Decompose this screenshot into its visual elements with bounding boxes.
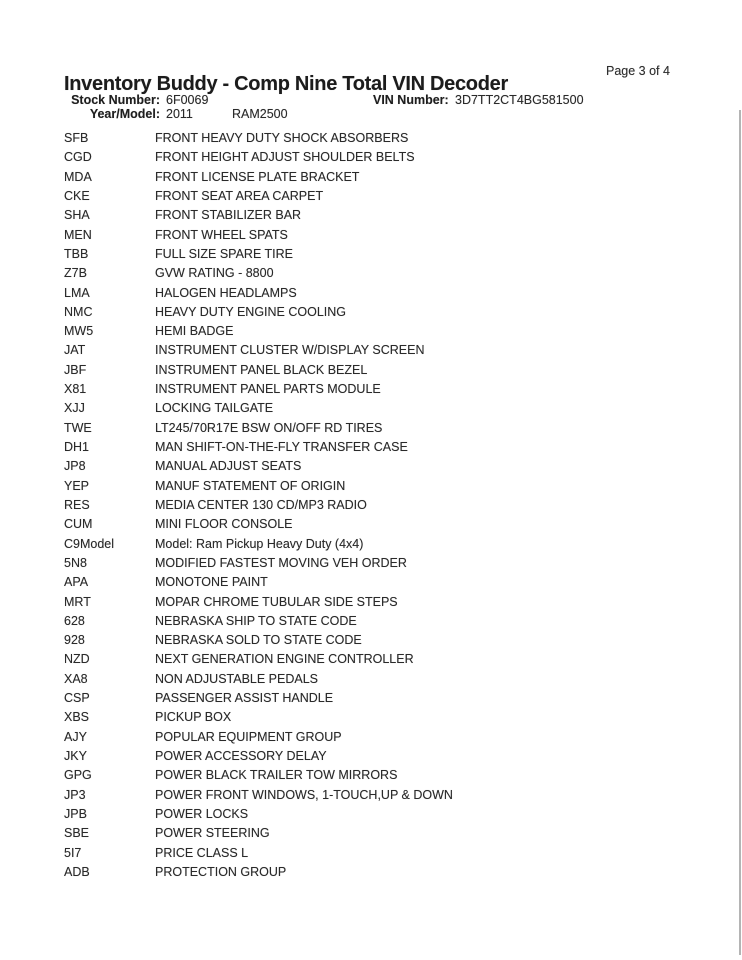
option-description: MEDIA CENTER 130 CD/MP3 RADIO	[155, 497, 367, 512]
option-code: JKY	[64, 749, 87, 763]
option-description: POWER BLACK TRAILER TOW MIRRORS	[155, 768, 398, 783]
option-code: APA	[64, 575, 89, 590]
code-row	[0, 187, 742, 206]
stock-number-label: Stock Number:	[71, 93, 160, 107]
option-description: FRONT SEAT AREA CARPET	[155, 188, 324, 203]
option-code: JAT	[64, 343, 86, 358]
code-row	[0, 284, 742, 303]
code-row	[0, 226, 742, 245]
option-description: PASSENGER ASSIST HANDLE	[155, 691, 334, 706]
code-row	[0, 573, 742, 592]
year-value: 2011	[166, 107, 193, 121]
code-row	[0, 612, 742, 631]
vin-number-label: VIN Number:	[373, 93, 449, 107]
option-code: MDA	[64, 169, 92, 184]
option-code: DH1	[64, 440, 90, 454]
option-description: LT245/70R17E BSW ON/OFF RD TIRES	[155, 420, 383, 435]
option-description: MINI FLOOR CONSOLE	[155, 517, 293, 532]
option-description: FRONT WHEEL SPATS	[155, 227, 288, 242]
option-description: NEBRASKA SOLD TO STATE CODE	[155, 633, 362, 648]
option-description: HALOGEN HEADLAMPS	[155, 285, 297, 300]
code-row	[0, 361, 742, 380]
option-description: PICKUP BOX	[155, 710, 232, 725]
code-row	[0, 670, 742, 689]
code-row	[0, 380, 742, 399]
code-row	[0, 457, 742, 476]
option-description: NON ADJUSTABLE PEDALS	[155, 671, 319, 686]
option-code: 5I7	[64, 845, 82, 860]
option-code: C9Model	[64, 536, 115, 551]
option-code: Z7B	[64, 266, 87, 281]
report-title: Inventory Buddy - Comp Nine Total VIN Decoder	[64, 73, 508, 96]
code-row	[0, 650, 742, 669]
option-code: YEP	[64, 478, 90, 493]
option-description: INSTRUMENT PANEL BLACK BEZEL	[155, 362, 368, 377]
code-row	[0, 264, 742, 283]
code-row	[0, 824, 742, 843]
scan-edge-line	[739, 110, 741, 955]
option-description: MOPAR CHROME TUBULAR SIDE STEPS	[155, 594, 398, 609]
option-description: MAN SHIFT-ON-THE-FLY TRANSFER CASE	[155, 440, 408, 454]
code-row	[0, 438, 742, 457]
code-row	[0, 863, 742, 882]
code-row	[0, 844, 742, 863]
option-description: FRONT HEIGHT ADJUST SHOULDER BELTS	[155, 150, 415, 165]
code-row	[0, 708, 742, 727]
option-code: LMA	[64, 285, 90, 300]
option-code: JPB	[64, 806, 87, 821]
option-code: XJJ	[64, 401, 85, 416]
option-code: X81	[64, 382, 87, 397]
option-description: Model: Ram Pickup Heavy Duty (4x4)	[155, 536, 364, 551]
option-description: MODIFIED FASTEST MOVING VEH ORDER	[155, 555, 407, 570]
code-row	[0, 631, 742, 650]
option-description: INSTRUMENT PANEL PARTS MODULE	[155, 382, 381, 397]
page-indicator: Page 3 of 4	[606, 64, 670, 78]
option-description: POWER FRONT WINDOWS, 1-TOUCH,UP & DOWN	[155, 787, 453, 802]
code-row	[0, 303, 742, 322]
option-code: SHA	[64, 208, 90, 223]
code-row	[0, 206, 742, 225]
code-row	[0, 399, 742, 418]
option-description: POWER STEERING	[155, 826, 270, 841]
option-description: MANUAL ADJUST SEATS	[155, 459, 302, 474]
option-code: XBS	[64, 710, 90, 725]
option-description: PROTECTION GROUP	[155, 864, 287, 879]
option-description: FRONT LICENSE PLATE BRACKET	[155, 169, 360, 184]
code-row	[0, 322, 742, 341]
code-row	[0, 168, 742, 187]
option-code: TBB	[64, 246, 89, 261]
option-code: ADB	[64, 864, 90, 879]
code-row	[0, 245, 742, 264]
option-code: TWE	[64, 420, 92, 435]
code-row	[0, 477, 742, 496]
option-code: NZD	[64, 652, 90, 667]
option-code: XA8	[64, 671, 88, 686]
stock-number-value: 6F0069	[166, 93, 209, 107]
option-code: 928	[64, 633, 85, 648]
option-code: GPG	[64, 768, 92, 783]
option-description: GVW RATING - 8800	[155, 266, 274, 281]
option-code: JP8	[64, 459, 86, 474]
option-code-list	[0, 129, 742, 882]
code-row	[0, 728, 742, 747]
option-description: POPULAR EQUIPMENT GROUP	[155, 729, 342, 744]
code-row	[0, 805, 742, 824]
option-description: NEBRASKA SHIP TO STATE CODE	[155, 613, 357, 628]
code-row	[0, 689, 742, 708]
option-code: MW5	[64, 324, 94, 339]
option-description: FRONT STABILIZER BAR	[155, 208, 302, 223]
code-row	[0, 786, 742, 805]
code-row	[0, 341, 742, 360]
code-row	[0, 129, 742, 148]
code-row	[0, 515, 742, 534]
option-description: FRONT HEAVY DUTY SHOCK ABSORBERS	[155, 131, 409, 145]
code-row	[0, 747, 742, 766]
code-row	[0, 593, 742, 612]
code-row	[0, 535, 742, 554]
option-code: CGD	[64, 150, 92, 165]
option-description: INSTRUMENT CLUSTER W/DISPLAY SCREEN	[155, 343, 425, 358]
option-code: 5N8	[64, 555, 87, 570]
code-row	[0, 148, 742, 167]
option-code: MRT	[64, 594, 91, 609]
code-row	[0, 419, 742, 438]
option-code: NMC	[64, 304, 93, 319]
option-description: MANUF STATEMENT OF ORIGIN	[155, 478, 346, 493]
option-code: JBF	[64, 362, 87, 377]
option-code: AJY	[64, 729, 87, 744]
option-code: MEN	[64, 227, 92, 242]
option-code: SBE	[64, 826, 90, 841]
option-description: FULL SIZE SPARE TIRE	[155, 246, 294, 261]
option-description: NEXT GENERATION ENGINE CONTROLLER	[155, 652, 414, 667]
option-code: 628	[64, 613, 85, 628]
option-code: CUM	[64, 517, 93, 532]
code-row	[0, 496, 742, 515]
code-row	[0, 766, 742, 785]
year-model-label: Year/Model:	[89, 107, 160, 121]
option-code: RES	[64, 497, 90, 512]
option-description: MONOTONE PAINT	[155, 575, 268, 590]
option-code: SFB	[64, 131, 89, 145]
option-code: CSP	[64, 691, 90, 706]
option-description: HEAVY DUTY ENGINE COOLING	[155, 304, 347, 319]
option-description: PRICE CLASS L	[155, 845, 249, 860]
option-description: LOCKING TAILGATE	[155, 401, 274, 416]
model-value: RAM2500	[232, 107, 288, 121]
code-row	[0, 554, 742, 573]
option-description: POWER LOCKS	[155, 806, 249, 821]
option-description: POWER ACCESSORY DELAY	[155, 749, 327, 763]
option-code: JP3	[64, 787, 86, 802]
option-description: HEMI BADGE	[155, 324, 234, 339]
vin-number-value: 3D7TT2CT4BG581500	[455, 93, 584, 107]
option-code: CKE	[64, 188, 90, 203]
